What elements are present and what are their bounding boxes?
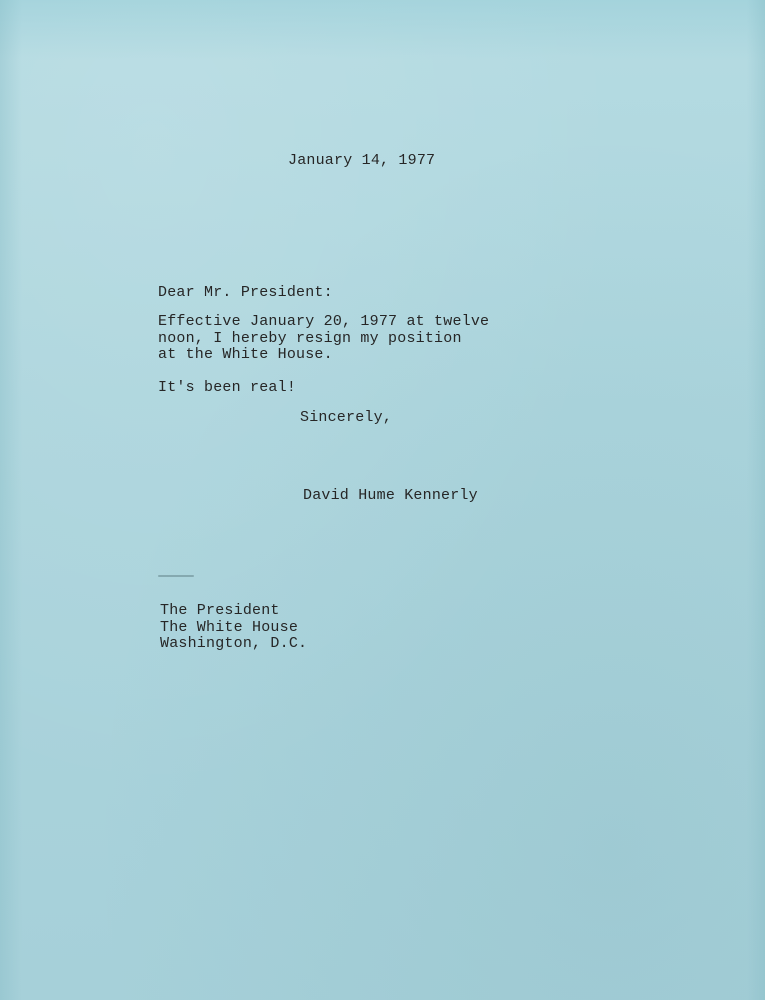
signer-name: David Hume Kennerly: [303, 487, 478, 504]
recipient-line-3: Washington, D.C.: [160, 635, 308, 652]
complimentary-close: Sincerely,: [300, 409, 393, 426]
recipient-line-2: The White House: [160, 619, 299, 636]
body-line-1: Effective January 20, 1977 at twelve: [158, 313, 490, 330]
letter-date: January 14, 1977: [288, 152, 436, 169]
paper-shading-right: [747, 0, 765, 1000]
salutation: Dear Mr. President:: [158, 284, 333, 301]
paper-shading-top: [0, 0, 765, 60]
ink-smudge-mark: [158, 575, 194, 577]
recipient-line-1: The President: [160, 602, 280, 619]
remark-line: It's been real!: [158, 379, 297, 396]
body-line-2: noon, I hereby resign my position: [158, 330, 462, 347]
paper-shading-left: [0, 0, 22, 1000]
body-line-3: at the White House.: [158, 346, 333, 363]
